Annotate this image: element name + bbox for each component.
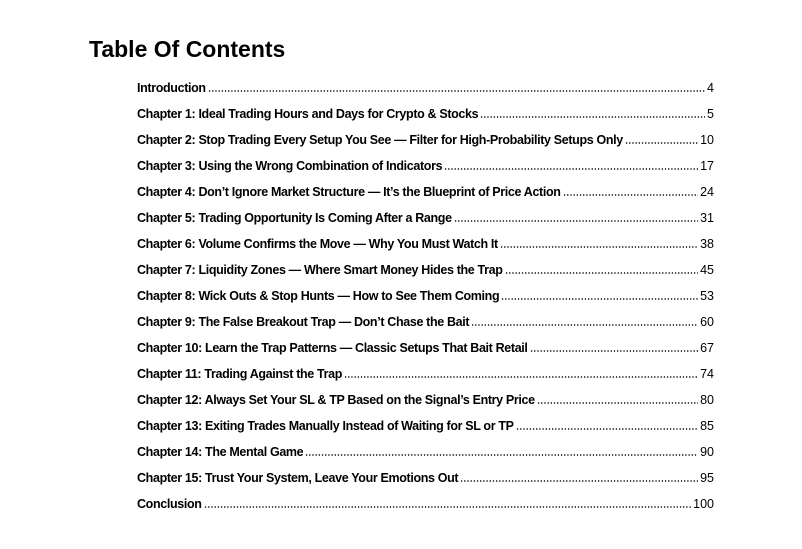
toc-entry[interactable] (137, 130, 714, 156)
dot-leader (208, 90, 705, 92)
toc-page-number: 95 (700, 471, 714, 485)
dot-leader (537, 402, 698, 404)
toc-entry[interactable] (137, 442, 714, 468)
toc-entry[interactable] (137, 338, 714, 364)
toc-page-number: 100 (693, 497, 714, 511)
toc-entry[interactable] (137, 312, 714, 338)
dot-leader (471, 324, 698, 326)
toc-entry[interactable] (137, 390, 714, 416)
toc-entry[interactable] (137, 104, 714, 130)
toc-entry[interactable] (137, 182, 714, 208)
toc-entry-title: Chapter 8: Wick Outs & Stop Hunts — How to See Them Coming (137, 289, 500, 303)
toc-entry[interactable] (137, 494, 714, 520)
toc-page-number: 85 (700, 419, 714, 433)
dot-leader (563, 194, 699, 196)
toc-entry[interactable] (137, 208, 714, 234)
toc-entry[interactable] (137, 234, 714, 260)
toc-entry[interactable] (137, 468, 714, 494)
toc-entry-title: Chapter 13: Exiting Trades Manually Instead of Waiting for SL or TP (137, 419, 514, 433)
toc-entry-title: Chapter 7: Liquidity Zones — Where Smart Money Hides the Trap (137, 263, 503, 277)
toc-page-number: 4 (707, 81, 714, 95)
dot-leader (344, 376, 698, 378)
toc-list (137, 78, 714, 520)
dot-leader (454, 220, 698, 222)
toc-entry-title: Chapter 11: Trading Against the Trap (137, 367, 343, 381)
toc-page-number: 24 (700, 185, 714, 199)
toc-entry[interactable] (137, 78, 714, 104)
toc-entry-title: Chapter 9: The False Breakout Trap — Don’t Chase the Bait (137, 315, 470, 329)
toc-entry-title: Chapter 14: The Mental Game (137, 445, 304, 459)
dot-leader (501, 298, 698, 300)
toc-entry-title: Chapter 4: Don’t Ignore Market Structure — It’s the Blueprint of Price Action (137, 185, 561, 199)
toc-page-number: 31 (700, 211, 714, 225)
dot-leader (530, 350, 699, 352)
dot-leader (460, 480, 698, 482)
toc-page-number: 53 (700, 289, 714, 303)
dot-leader (625, 142, 698, 144)
toc-entry[interactable] (137, 286, 714, 312)
dot-leader (305, 454, 698, 456)
dot-leader (505, 272, 699, 274)
toc-entry[interactable] (137, 416, 714, 442)
dot-leader (516, 428, 698, 430)
toc-entry-title: Conclusion (137, 497, 202, 511)
toc-page-number: 90 (700, 445, 714, 459)
toc-entry-title: Chapter 3: Using the Wrong Combination of Indicators (137, 159, 443, 173)
toc-entry-title: Chapter 10: Learn the Trap Patterns — Classic Setups That Bait Retail (137, 341, 528, 355)
toc-entry-title: Chapter 6: Volume Confirms the Move — Why You Must Watch It (137, 237, 498, 251)
dot-leader (500, 246, 698, 248)
toc-entry-title: Introduction (137, 81, 206, 95)
dot-leader (480, 116, 705, 118)
toc-entry-title: Chapter 12: Always Set Your SL & TP Based on the Signal’s Entry Price (137, 393, 535, 407)
toc-page-number: 17 (700, 159, 714, 173)
dot-leader (204, 506, 692, 508)
toc-page-number: 38 (700, 237, 714, 251)
toc-entry-title: Chapter 2: Stop Trading Every Setup You See — Filter for High-Probability Setups Only (137, 133, 623, 147)
toc-page-number: 74 (700, 367, 714, 381)
toc-page-number: 67 (700, 341, 714, 355)
toc-entry-title: Chapter 1: Ideal Trading Hours and Days for Crypto & Stocks (137, 107, 479, 121)
toc-page-number: 80 (700, 393, 714, 407)
toc-page-number: 60 (700, 315, 714, 329)
toc-page-number: 10 (700, 133, 714, 147)
toc-entry[interactable] (137, 364, 714, 390)
dot-leader (444, 168, 698, 170)
toc-page-number: 45 (700, 263, 714, 277)
toc-entry-title: Chapter 5: Trading Opportunity Is Coming After a Range (137, 211, 452, 225)
toc-entry[interactable] (137, 156, 714, 182)
toc-entry[interactable] (137, 260, 714, 286)
page-title: Table Of Contents (89, 36, 286, 62)
toc-entry-title: Chapter 15: Trust Your System, Leave Your Emotions Out (137, 471, 459, 485)
toc-page-number: 5 (707, 107, 714, 121)
